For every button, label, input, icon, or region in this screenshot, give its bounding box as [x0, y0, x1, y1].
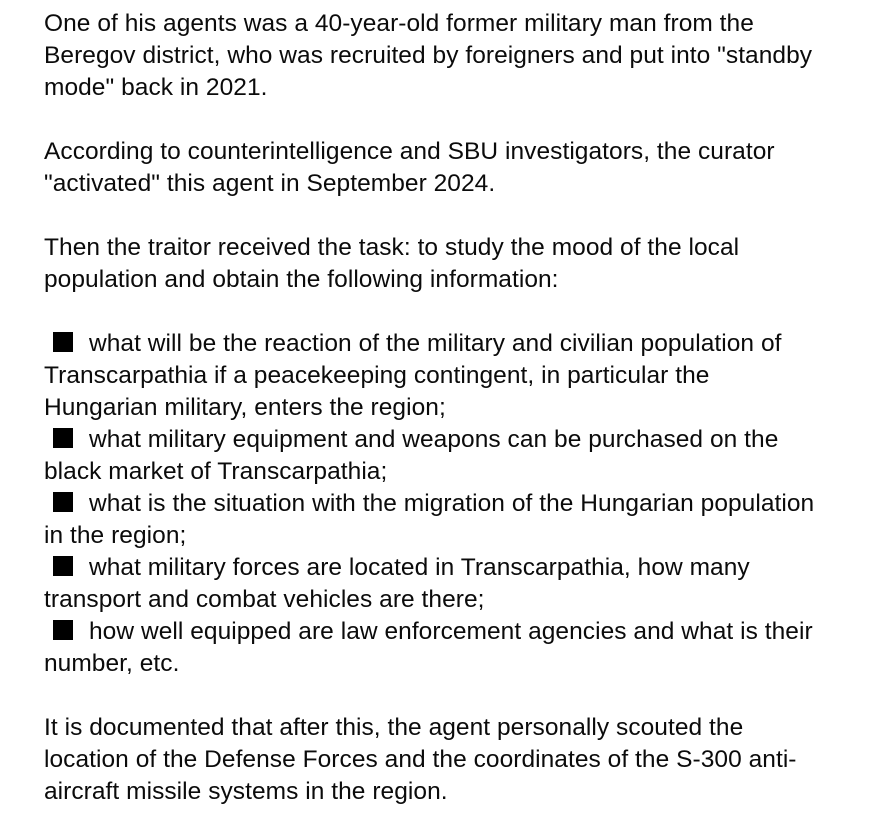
list-item-text: how well equipped are law enforcement agencies and what is their number, etc.: [44, 618, 813, 677]
list-item-text: what military equipment and weapons can be purchased on the black market of Transcarpathia;: [44, 426, 779, 485]
black-square-icon: [53, 428, 73, 448]
message-paragraph: One of his agents was a 40-year-old former military man from the Beregov district, who was recruited by foreigners and put into "standby mode" back in 2021.: [44, 10, 813, 101]
list-item: [44, 616, 824, 680]
black-square-icon: [53, 332, 73, 352]
message-body[interactable]: [44, 8, 824, 808]
message-paragraph: It is documented that after this, the agent personally scouted the location of the Defense Forces and the coordinates of the S-300 anti-aircraft missile systems in the region.: [44, 714, 797, 805]
list-item: [44, 552, 824, 616]
black-square-icon: [53, 620, 73, 640]
message-paragraph: According to counterintelligence and SBU investigators, the curator "activated" this agent in September 2024.: [44, 138, 775, 197]
list-item: [44, 424, 824, 488]
list-item: [44, 488, 824, 552]
list-item-text: what military forces are located in Transcarpathia, how many transport and combat vehicles are there;: [44, 554, 750, 613]
list-item-text: what is the situation with the migration of the Hungarian population in the region;: [44, 490, 815, 549]
info-request-list: [44, 328, 824, 680]
black-square-icon: [53, 492, 73, 512]
message-paragraph: Then the traitor received the task: to study the mood of the local population and obtain the following information:: [44, 234, 740, 293]
black-square-icon: [53, 556, 73, 576]
list-item: [44, 328, 824, 424]
list-item-text: what will be the reaction of the military and civilian population of Transcarpathia if a peacekeeping contingent, in particular the Hungarian military, enters the region;: [44, 330, 782, 421]
